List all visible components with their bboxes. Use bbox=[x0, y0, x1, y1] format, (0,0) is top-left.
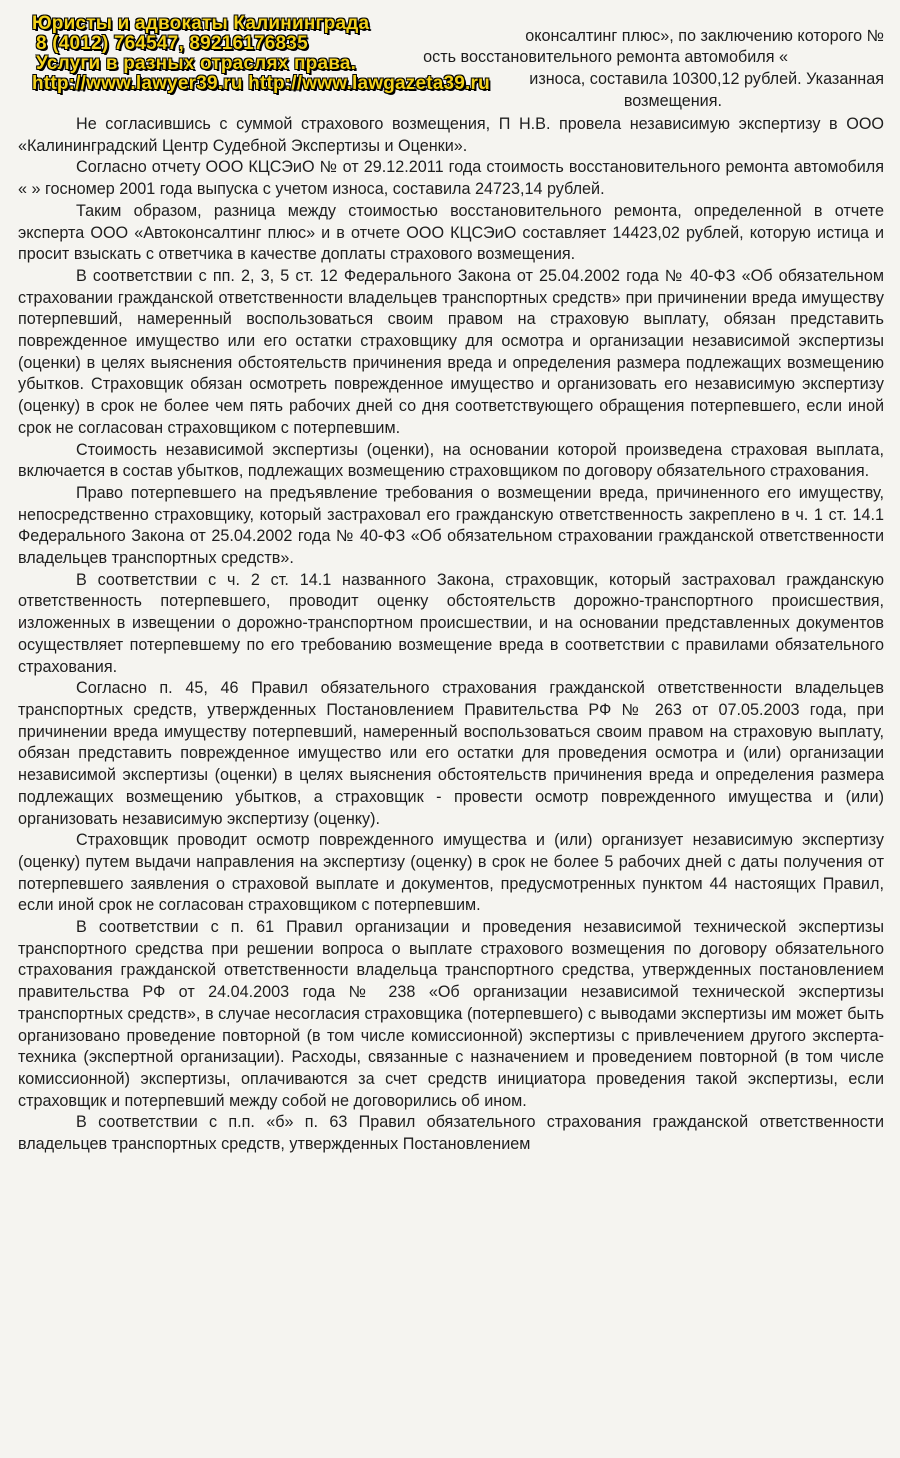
fragment-line-2: ость восстановительного ремонта автомобиля « bbox=[423, 48, 788, 66]
paragraph: Стоимость независимой экспертизы (оценки), на основании которой произведена страховая выплата, включается в состав убытков, подлежащих возмещению страховщиком по договору обязательного страхования. bbox=[18, 440, 884, 481]
paragraph: Согласно п. 45, 46 Правил обязательного страхования гражданской ответственности владельцев транспортных средств, утвержденных Постановлением Правительства РФ № 263 от 07.05.2003 года, при причинении вреда имуществу потерпевший, намеренный воспользоваться своим правом на страховую выплату, обязан представить поврежденное имущество или его остатки для проведения осмотра и (или) организации независимой экспертизы (оценки) в целях выяснения обстоятельств причинения вреда и определения размера подлежащих возмещению убытков, а страховщик - провести осмотр поврежденного имущества и (или) организовать независимую экспертизу (оценку). bbox=[18, 679, 884, 828]
watermark-line-3: Услуги в разных отраслях права. bbox=[36, 53, 357, 74]
paragraph: В соответствии с пп. 2, 3, 5 ст. 12 Федерального Закона от 25.04.2002 года № 40-ФЗ «Об обязательном страховании гражданской ответственности владельцев транспортных средств» при причинении вреда имуществу потерпевший, намеренный воспользоваться своим правом на страховую выплату, обязан представить поврежденное имущество или его остатки страховщику для осмотра и организации независимой экспертизы (оценки) в целях выяснения обстоятельств причинения вреда и определения размера подлежащих возмещению убытков. Страховщик обязан осмотреть поврежденное имущество и организовать его независимую экспертизу (оценку) в срок не более чем пять рабочих дней со дня соответствующего обращения потерпевшего, если иной срок не согласован страховщиком с потерпевшим. bbox=[18, 266, 884, 437]
watermark-phone: 8 (4012) 764547, 89216176835 bbox=[36, 33, 308, 54]
paragraph: В соответствии с ч. 2 ст. 14.1 названного Закона, страховщик, который застраховал гражданскую ответственность потерпевшего, проводит оценку обстоятельств дорожно-транспортного происшествия, изложенных в извещении о дорожно-транспортном происшествии, и на основании представленных документов осуществляет потерпевшему по его требованию возмещение вреда в соответствии с правилами обязательного страхования. bbox=[18, 570, 884, 676]
fragment-line-4: возмещения. bbox=[623, 92, 722, 110]
paragraph: Согласно отчету ООО КЦСЭиО № от 29.12.2011 года стоимость восстановительного ремонта автомобиля « » госномер 2001 года выпуска с учетом износа, составила 24723,14 рублей. bbox=[18, 158, 884, 199]
fragment-line-1: оконсалтинг плюс», по заключению которого № bbox=[525, 27, 884, 45]
fragment-line-3: износа, составила 10300,12 рублей. Указанная bbox=[529, 70, 884, 88]
paragraph: Не согласившись с суммой страхового возмещения, П Н.В. провела независимую экспертизу в ООО «Калининградский Центр Судебной Экспертизы и Оценки». bbox=[18, 115, 884, 155]
paragraph: Страховщик проводит осмотр поврежденного имущества и (или) организует независимую экспертизу (оценку) путем выдачи направления на экспертизу (оценку) в срок не более 5 рабочих дней с даты получения от потерпевшего заявления о страховой выплате и документов, предусмотренных пунктом 44 настоящих Правил, если иной срок не согласован страховщиком с потерпевшим. bbox=[18, 831, 884, 915]
lawyer-watermark bbox=[32, 14, 490, 94]
document-body bbox=[18, 26, 884, 1156]
paragraph: Таким образом, разница между стоимостью восстановительного ремонта, определенной в отчете эксперта ООО «Автоконсалтинг плюс» и в отчете ООО КЦСЭиО составляет 14423,02 рублей, которую истица и просит взыскать с ответчика в качестве доплаты страхового возмещения. bbox=[18, 201, 884, 264]
paragraph: В соответствии с п.п. «б» п. 63 Правил обязательного страхования гражданской ответственности владельцев транспортных средств, утвержденных Постановлением bbox=[18, 1113, 884, 1154]
watermark-line-1: Юристы и адвокаты Калининграда bbox=[32, 13, 370, 34]
paragraph: В соответствии с п. 61 Правил организации и проведения независимой технической экспертизы транспортного средства при решении вопроса о выплате страхового возмещения по договору обязательного страхования гражданской ответственности владельца транспортного средства, утвержденных постановлением правительства РФ от 24.04.2003 года № 238 «Об организации независимой технической экспертизы транспортных средств», в случае несогласия страховщика (потерпевшего) с выводами экспертизы им может быть организовано проведение повторной (в том числе комиссионной) экспертизы с привлечением другого эксперта-техника (экспертной организации). Расходы, связанные с назначением и проведением повторной (в том числе комиссионной) экспертизы, оплачиваются за счет средств инициатора проведения такой экспертизы, если страховщик и потерпевший между собой не договорились об ином. bbox=[18, 918, 884, 1110]
paragraph: Право потерпевшего на предъявление требования о возмещении вреда, причиненного его имуществу, непосредственно страховщику, который застраховал его гражданскую ответственность закреплено в ч. 1 ст. 14.1 Федерального Закона от 25.04.2002 года № 40-ФЗ «Об обязательном страховании гражданской ответственности владельцев транспортных средств». bbox=[18, 483, 884, 568]
watermark-urls: http://www.lawyer39.ru http://www.lawgazeta39.ru bbox=[32, 73, 490, 94]
